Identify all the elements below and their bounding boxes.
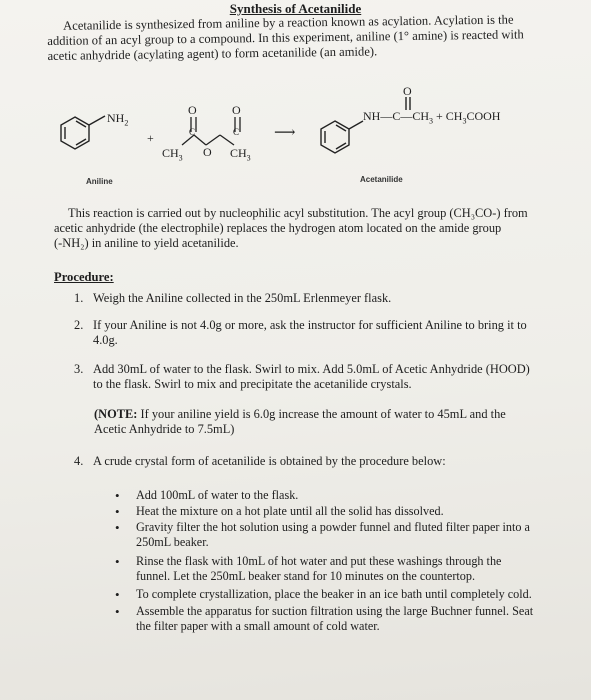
- bullet-item: • Assemble the apparatus for suction filtration using the large Buchner funnel. Seat the filter paper with a small amount of cold water.: [115, 604, 534, 633]
- product-formula: $NH—C—CH_3$ + $CH_3COOH$: [363, 109, 501, 126]
- aniline-amine-label: $NH_2$: [107, 111, 129, 128]
- mechanism-line: acetic anhydride (the electrophile) replaces the hydrogen atom located on the amide group: [54, 221, 502, 235]
- anhydride-methyl-left: $CH_3$: [162, 146, 183, 163]
- mechanism-paragraph: [54, 206, 559, 251]
- reaction-arrow: ⟶: [274, 125, 296, 141]
- procedure-step-3: 3. Add 30mL of water to the flask. Swirl to mix. Add 5.0mL of Acetic Anhydride (HOOD) to the flask. Swirl to mix and precipitate the acetanilide crystals.: [74, 362, 530, 391]
- bullet-item: • To complete crystallization, place the beaker in an ice bath until completely cold.: [115, 587, 532, 602]
- yield-note: (NOTE: If your aniline yield is 6.0g increase the amount of water to 45mL and the Acetic Anhydride to 7.5mL): [94, 407, 506, 436]
- acetanilide-caption: Acetanilide: [360, 175, 403, 184]
- note-label: (NOTE:: [94, 407, 138, 421]
- anhydride-bridge-oxygen: O: [203, 145, 212, 159]
- bullet-dot: •: [115, 520, 120, 535]
- intro-paragraph: [47, 12, 558, 65]
- bullet-dot: •: [115, 587, 120, 602]
- anhydride-methyl-right: $CH_3$: [230, 146, 251, 163]
- intro-line: addition of an acyl group to a compound. In this experiment, aniline (1° amine) is reacted with: [47, 27, 524, 49]
- product-carbonyl-oxygen: O: [403, 84, 412, 98]
- procedure-heading: Procedure:: [54, 270, 114, 284]
- bullet-dot: •: [115, 488, 120, 503]
- bullet-item: • Heat the mixture on a hot plate until all the solid has dissolved.: [115, 504, 444, 519]
- procedure-step-4: 4. A crude crystal form of acetanilide is obtained by the procedure below:: [74, 454, 446, 468]
- intro-line: acetic anhydride (acylating agent) to form acetanilide (an amide).: [47, 44, 378, 64]
- reaction-scheme: [55, 83, 575, 193]
- mechanism-line: This reaction is carried out by nucleophilic acyl substitution. The acyl group (CH₃CO-) from: [68, 206, 528, 220]
- bullet-item: • Gravity filter the hot solution using a powder funnel and fluted filter paper into a 250mL beaker.: [115, 520, 530, 549]
- plus-sign: +: [147, 131, 154, 145]
- bullet-item: • Rinse the flask with 10mL of hot water and put these washings through the funnel. Let the 250mL beaker stand for 10 minutes on the countertop.: [115, 554, 502, 583]
- aniline-benzene-ring: [61, 116, 105, 149]
- bullet-item: • Add 100mL of water to the flask.: [115, 488, 299, 503]
- intro-line: Acetanilide is synthesized from aniline by a reaction known as acylation. Acylation is the: [62, 12, 514, 33]
- anhydride-oxygen-2: O: [232, 103, 241, 117]
- bullet-dot: •: [115, 554, 120, 569]
- procedure-step-2: 2. If your Aniline is not 4.0g or more, ask the instructor for sufficient Aniline to bring it to 4.0g.: [74, 318, 527, 347]
- anhydride-carbon-2: C: [233, 127, 240, 137]
- mechanism-line: (-NH₂) in aniline to yield acetanilide.: [54, 236, 239, 250]
- reaction-structures: [55, 83, 575, 193]
- anhydride-oxygen-1: O: [188, 103, 197, 117]
- page-title: Synthesis of Acetanilide: [229, 1, 362, 16]
- procedure-step-1: 1. Weigh the Aniline collected in the 250mL Erlenmeyer flask.: [74, 291, 392, 305]
- bullet-dot: •: [115, 504, 120, 519]
- bullet-dot: •: [115, 604, 120, 619]
- aniline-caption: Aniline: [86, 177, 113, 186]
- anhydride-carbon-1: C: [189, 127, 196, 137]
